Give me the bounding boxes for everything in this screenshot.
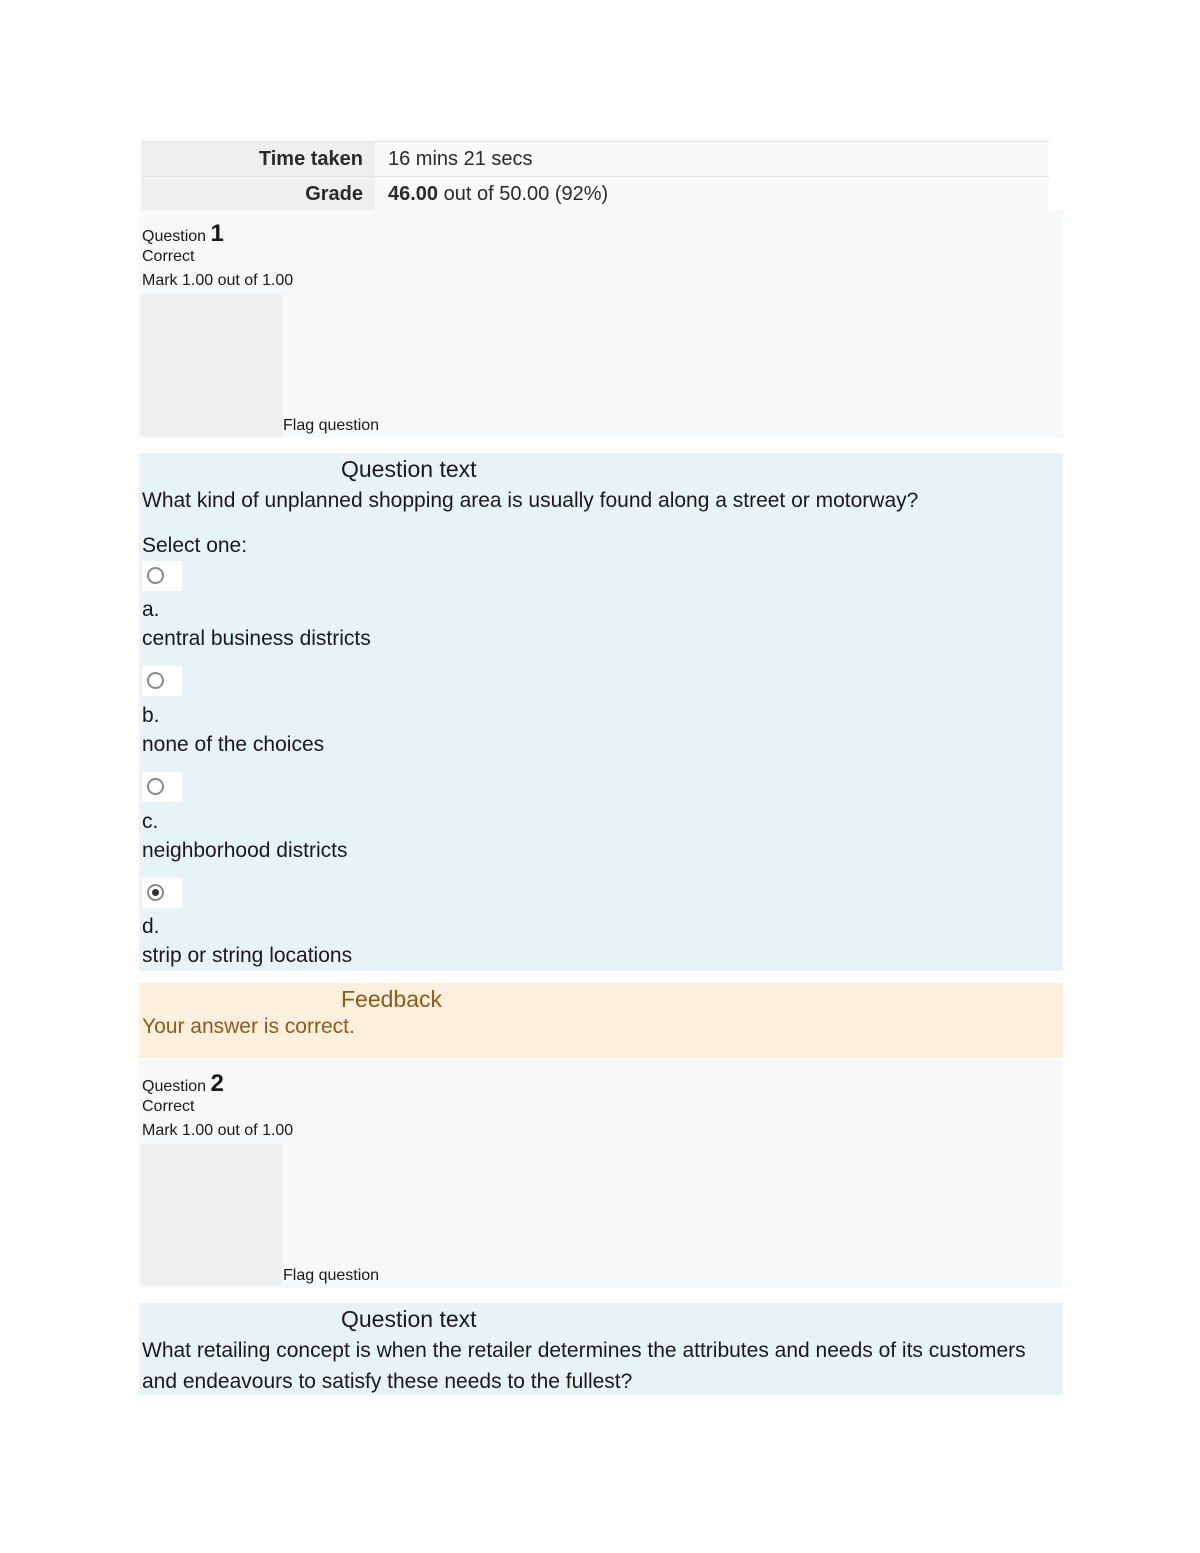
option-d-radio-box[interactable] <box>142 878 182 908</box>
question-number-value: 2 <box>210 1070 224 1097</box>
question-mark: Mark 1.00 out of 1.00 <box>142 1122 294 1139</box>
select-one-prompt: Select one: <box>142 534 248 557</box>
question-2-info <box>139 1060 1063 1288</box>
question-1-content <box>139 453 1063 971</box>
time-taken-value: 16 mins 21 secs <box>375 142 1049 176</box>
summary-row-time <box>141 141 1049 176</box>
time-taken-label: Time taken <box>141 142 375 176</box>
question-1-info <box>139 210 1063 438</box>
option-b-letter: b. <box>142 704 160 727</box>
option-b-radio-box[interactable] <box>142 666 182 696</box>
question-number <box>142 1070 224 1098</box>
option-c-radio-box[interactable] <box>142 772 182 802</box>
question-number-value: 1 <box>210 220 224 247</box>
feedback-header: Feedback <box>341 986 443 1012</box>
option-a-text[interactable]: central business districts <box>142 627 371 650</box>
option-c-letter: c. <box>142 810 159 833</box>
question-mark: Mark 1.00 out of 1.00 <box>142 272 294 289</box>
question-text: What kind of unplanned shopping area is usually found along a street or motorway? <box>142 489 919 512</box>
radio-icon[interactable] <box>147 672 164 689</box>
question-state: Correct <box>142 248 195 265</box>
feedback-text: Your answer is correct. <box>142 1015 355 1038</box>
grade-value <box>375 177 1049 211</box>
question-state: Correct <box>142 1098 195 1115</box>
question-text: What retailing concept is when the retailer determines the attributes and needs of its customers and endeavours to satisfy these needs to the fullest? <box>142 1339 1026 1393</box>
radio-icon[interactable] <box>147 567 164 584</box>
flag-icon[interactable] <box>141 294 282 436</box>
flag-question-link[interactable]: Flag question <box>283 417 380 434</box>
radio-checked-icon[interactable] <box>147 884 164 901</box>
option-b-text[interactable]: none of the choices <box>142 733 325 756</box>
question-2-content <box>139 1303 1063 1395</box>
option-d-text[interactable]: strip or string locations <box>142 944 353 967</box>
question-text-header: Question text <box>338 453 1063 485</box>
option-a-letter: a. <box>142 598 160 621</box>
question-number <box>142 220 224 248</box>
flag-question-link[interactable]: Flag question <box>283 1267 380 1284</box>
grade-score: 46.00 <box>388 183 439 205</box>
feedback-box <box>139 983 1063 1058</box>
grade-label: Grade <box>141 177 375 211</box>
summary-row-grade <box>141 176 1049 211</box>
flag-icon[interactable] <box>141 1144 282 1286</box>
option-c-text[interactable]: neighborhood districts <box>142 839 348 862</box>
question-label: Question <box>142 1078 207 1095</box>
option-a-radio-box[interactable] <box>142 561 182 591</box>
question-label: Question <box>142 228 207 245</box>
radio-icon[interactable] <box>147 778 164 795</box>
option-d-letter: d. <box>142 915 160 938</box>
question-text-header: Question text <box>338 1303 1063 1335</box>
attempt-summary-table <box>141 141 1049 211</box>
grade-rest: out of 50.00 (92%) <box>438 183 609 205</box>
